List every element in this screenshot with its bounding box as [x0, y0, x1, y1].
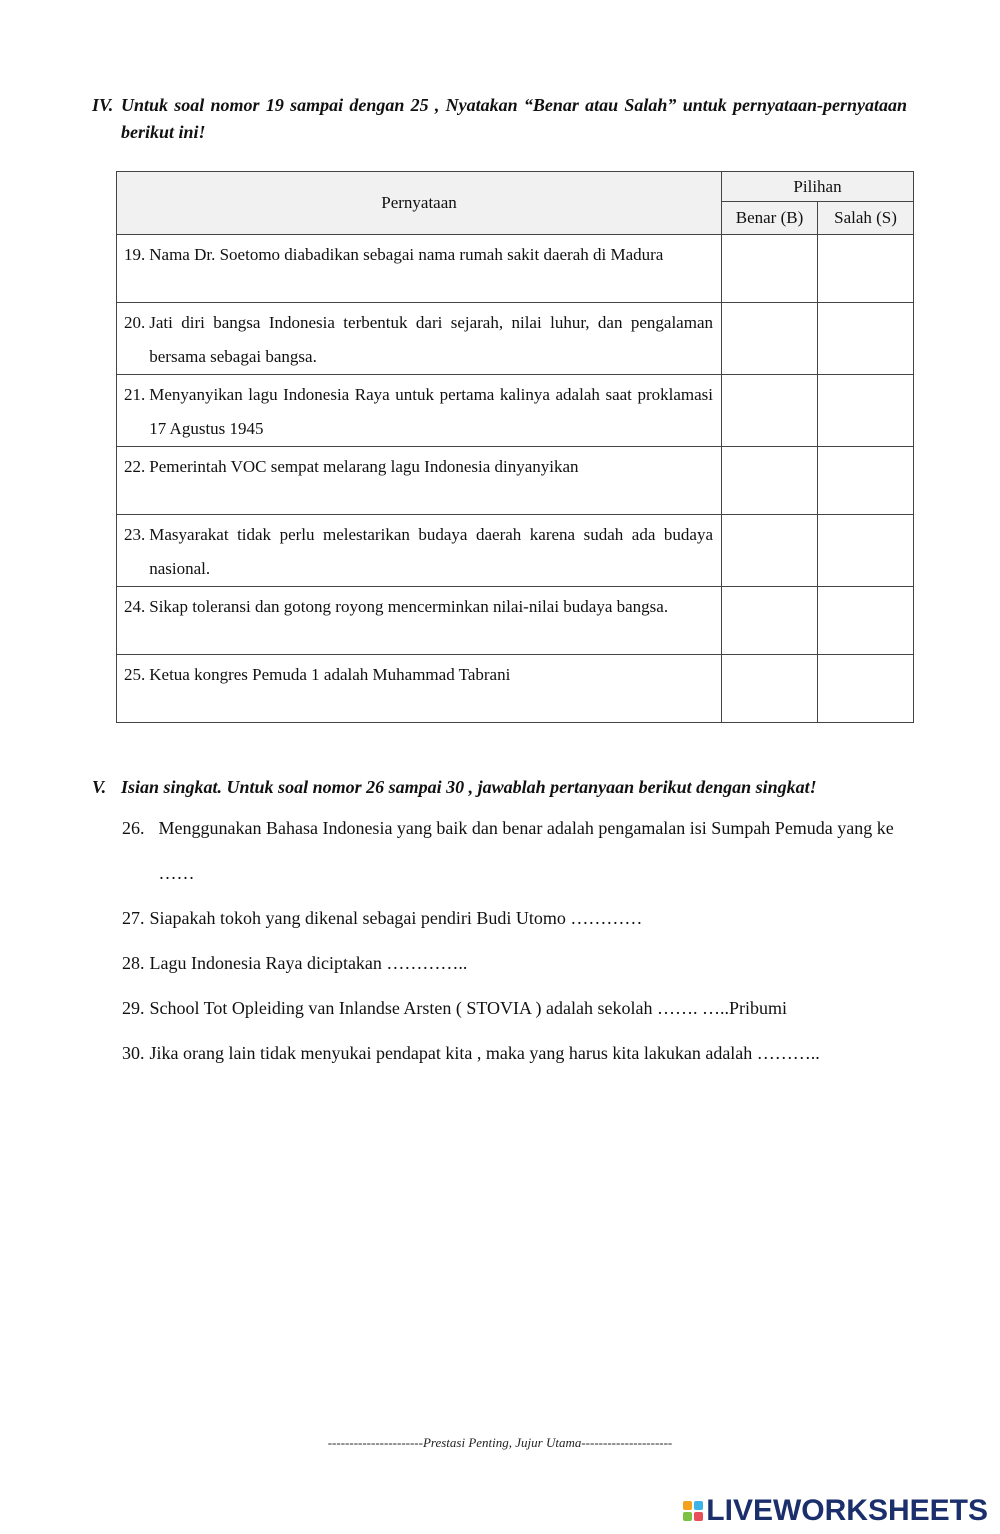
question-27: [122, 896, 912, 941]
liveworksheets-logo: [683, 1494, 988, 1528]
answer-20-true-cell[interactable]: [722, 303, 817, 370]
answer-25-false-cell[interactable]: [818, 655, 913, 722]
statement-number: 23.: [124, 525, 146, 544]
section-5-instruction: Isian singkat. Untuk soal nomor 26 sampai 30 , jawablah pertanyaan berikut dengan singkat!: [121, 777, 817, 797]
answer-22-false-cell[interactable]: [818, 447, 913, 514]
question-26: [122, 806, 912, 896]
question-number: 28.: [122, 953, 145, 973]
statement-text: Nama Dr. Soetomo diabadikan sebagai nama rumah sakit daerah di Madura: [149, 245, 664, 264]
answer-19-true-cell[interactable]: [722, 235, 817, 302]
section-4-number: IV.: [92, 95, 114, 115]
statement-number: 24.: [124, 597, 146, 616]
section-4-heading: [92, 92, 907, 146]
statement-19: [117, 235, 721, 272]
question-number: 30.: [122, 1043, 145, 1063]
logo-square-icon: [683, 1512, 692, 1521]
statement-text: Ketua kongres Pemuda 1 adalah Muhammad Tabrani: [149, 665, 511, 684]
question-text[interactable]: Lagu Indonesia Raya diciptakan …………..: [149, 953, 468, 973]
question-number: 29.: [122, 998, 145, 1018]
header-statement: Pernyataan: [117, 172, 722, 235]
statement-number: 19.: [124, 245, 146, 264]
table-row: [117, 587, 914, 655]
section-4-instruction: Untuk soal nomor 19 sampai dengan 25 , Nyatakan “Benar atau Salah” untuk pernyataan-pernyataan berikut ini!: [121, 95, 907, 142]
answer-24-true-cell[interactable]: [722, 587, 817, 654]
statement-21: [117, 375, 721, 446]
statement-text: Pemerintah VOC sempat melarang lagu Indonesia dinyanyikan: [149, 457, 579, 476]
question-text[interactable]: Menggunakan Bahasa Indonesia yang baik dan benar adalah pengamalan isi Sumpah Pemuda yang ke ……: [158, 818, 894, 883]
statement-text: Menyanyikan lagu Indonesia Raya untuk pertama kalinya adalah saat proklamasi 17 Agustus 1945: [149, 385, 713, 438]
logo-square-icon: [694, 1512, 703, 1521]
statement-number: 21.: [124, 385, 146, 404]
short-answer-list: [122, 806, 912, 1076]
answer-24-false-cell[interactable]: [818, 587, 913, 654]
question-29: [122, 986, 912, 1031]
answer-23-true-cell[interactable]: [722, 515, 817, 582]
header-false: Salah (S): [818, 202, 914, 235]
statement-text: Jati diri bangsa Indonesia terbentuk dari sejarah, nilai luhur, dan pengalaman bersama sebagai bangsa.: [149, 313, 713, 366]
logo-square-icon: [683, 1501, 692, 1510]
question-number: 27.: [122, 908, 145, 928]
statement-20: [117, 303, 721, 374]
page-footer: ----------------------Prestasi Penting, Jujur Utama---------------------: [327, 1435, 673, 1450]
brand-name: LIVEWORKSHEETS: [706, 1494, 988, 1527]
section-5-number: V.: [92, 777, 107, 797]
table-row: [117, 375, 914, 447]
table-row: [117, 447, 914, 515]
statement-23: [117, 515, 721, 586]
statement-text: Sikap toleransi dan gotong royong mencerminkan nilai-nilai budaya bangsa.: [149, 597, 669, 616]
logo-square-icon: [694, 1501, 703, 1510]
table-row: [117, 303, 914, 375]
question-text[interactable]: Siapakah tokoh yang dikenal sebagai pendiri Budi Utomo …………: [149, 908, 643, 928]
true-false-table: [116, 171, 914, 723]
table-row: [117, 655, 914, 723]
statement-22: [117, 447, 721, 484]
question-30: [122, 1031, 912, 1076]
answer-21-false-cell[interactable]: [818, 375, 913, 442]
statement-number: 20.: [124, 313, 146, 332]
question-text[interactable]: School Tot Opleiding van Inlandse Arsten ( STOVIA ) adalah sekolah ……. …..Pribumi: [149, 998, 787, 1018]
section-5-heading: [92, 774, 907, 801]
question-28: [122, 941, 912, 986]
answer-20-false-cell[interactable]: [818, 303, 913, 370]
answer-25-true-cell[interactable]: [722, 655, 817, 722]
liveworksheets-logo-icon: [683, 1501, 703, 1521]
question-number: 26.: [122, 818, 145, 838]
statement-number: 22.: [124, 457, 146, 476]
statement-25: [117, 655, 721, 692]
table-row: [117, 515, 914, 587]
answer-22-true-cell[interactable]: [722, 447, 817, 514]
answer-21-true-cell[interactable]: [722, 375, 817, 442]
statement-number: 25.: [124, 665, 146, 684]
question-text[interactable]: Jika orang lain tidak menyukai pendapat kita , maka yang harus kita lakukan adalah ………..: [149, 1043, 820, 1063]
header-true: Benar (B): [722, 202, 818, 235]
statement-text: Masyarakat tidak perlu melestarikan budaya daerah karena sudah ada budaya nasional.: [149, 525, 713, 578]
answer-19-false-cell[interactable]: [818, 235, 913, 302]
statement-24: [117, 587, 721, 624]
header-choice: Pilihan: [722, 172, 914, 202]
answer-23-false-cell[interactable]: [818, 515, 913, 582]
table-row: [117, 235, 914, 303]
